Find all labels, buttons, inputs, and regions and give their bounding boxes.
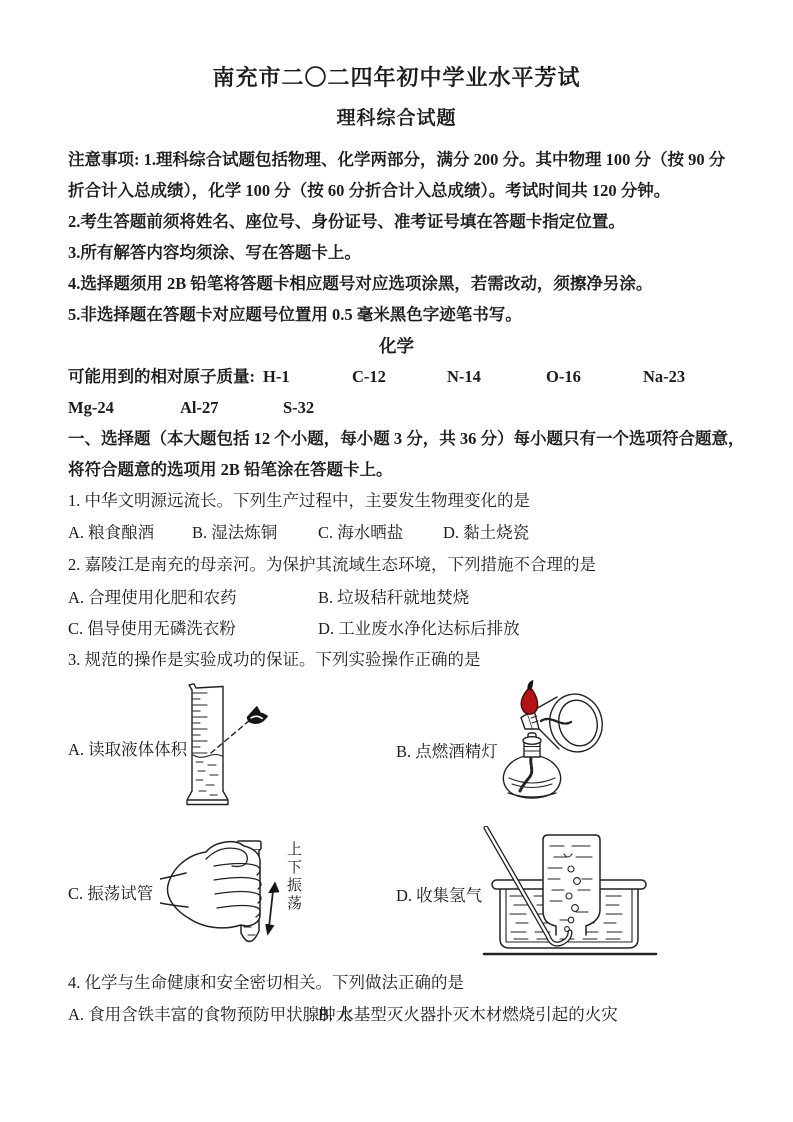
flame-icon xyxy=(521,681,537,715)
notice-item-2: 2.考生答题前须将姓名、座位号、身份证号、准考证号填在答题卡指定位置。 xyxy=(68,212,625,231)
notice-line-2: 折合计入总成绩），化学 100 分（按 60 分折合计入总成绩）。考试时间共 120 分钟。 xyxy=(68,181,671,200)
question-1-option-d: D. 黏土烧瓷 xyxy=(443,523,530,542)
question-1-option-c: C. 海水晒盐 xyxy=(318,523,404,542)
shake-arrow-icon xyxy=(266,882,280,935)
cylinder-spout xyxy=(189,684,223,690)
atomic-masses-label: 可能用到的相对原子质量: xyxy=(68,367,255,386)
question-3-option-b: B. 点燃酒精灯 xyxy=(396,742,498,761)
notice-item-5: 5.非选择题在答题卡对应题号位置用 0.5 毫米黑色字迹笔书写。 xyxy=(68,305,522,324)
question-3-option-a: A. 读取液体体积 xyxy=(68,740,188,759)
question-2-text: 2. 嘉陵江是南充的母亲河。为保护其流域生态环境，下列措施不合理的是 xyxy=(68,555,596,574)
exam-title: 南充市二〇二四年初中学业水平芳试 xyxy=(212,65,581,90)
atomic-mass: Mg-24 xyxy=(68,398,114,417)
atomic-mass: N-14 xyxy=(447,367,481,386)
exam-subtitle: 理科综合试题 xyxy=(336,108,457,129)
question-2-option-a: A. 合理使用化肥和农药 xyxy=(68,588,237,607)
cylinder-graduations xyxy=(193,693,207,753)
notice-item-3: 3.所有解答内容均须涂、写在答题卡上。 xyxy=(68,243,361,262)
question-2-option-b: B. 垃圾秸秆就地焚烧 xyxy=(318,588,470,607)
figure-gas-collection xyxy=(478,826,663,958)
question-4-option-a: A. 食用含铁丰富的食物预防甲状腺肿大 xyxy=(68,1005,353,1024)
notice-item-4: 4.选择题须用 2B 铅笔将答题卡相应题号对应选项涂黑，若需改动，须擦净另涂。 xyxy=(68,274,653,293)
atomic-mass: H-1 xyxy=(263,367,290,386)
figure-shake-test-tube xyxy=(160,835,288,957)
question-4-text: 4. 化学与生命健康和安全密切相关。下列做法正确的是 xyxy=(68,973,464,992)
question-4-option-b: B. 水基型灭火器扑灭木材燃烧引起的火灾 xyxy=(318,1005,618,1024)
question-2-option-d: D. 工业废水净化达标后排放 xyxy=(318,619,520,638)
liquid-surface xyxy=(193,755,222,758)
atomic-mass: Al-27 xyxy=(180,398,219,417)
question-1-option-a: A. 粮食酿酒 xyxy=(68,523,155,542)
liquid-texture xyxy=(196,762,218,795)
question-3-option-c: C. 振荡试管 xyxy=(68,884,154,903)
notice-line-1: 注意事项: 1.理科综合试题包括物理、化学两部分，满分 200 分。其中物理 100 分（按 90 分 xyxy=(68,150,726,169)
atomic-mass: C-12 xyxy=(352,367,386,386)
question-1-option-b: B. 湿法炼铜 xyxy=(192,523,278,542)
atomic-mass: Na-23 xyxy=(643,367,686,386)
cylinder-base xyxy=(187,791,228,805)
figure-alcohol-lamps xyxy=(495,680,610,805)
sight-line xyxy=(211,720,250,753)
question-1-text: 1. 中华文明源远流长。下列生产过程中，主要发生物理变化的是 xyxy=(68,491,530,510)
part-one-heading-line2: 将符合题意的选项用 2B 铅笔涂在答题卡上。 xyxy=(68,460,393,479)
chemistry-section-heading: 化学 xyxy=(379,336,414,356)
figure-graduated-cylinder xyxy=(186,683,290,807)
atomic-mass: O-16 xyxy=(546,367,581,386)
part-one-heading-line1: 一、选择题（本大题包括 12 个小题，每小题 3 分，共 36 分）每小题只有一个选项符合题意， xyxy=(68,429,745,448)
question-3-option-d: D. 收集氢气 xyxy=(396,886,483,905)
atomic-mass: S-32 xyxy=(283,398,315,417)
question-3-text: 3. 规范的操作是实验成功的保证。下列实验操作正确的是 xyxy=(68,650,481,669)
hand xyxy=(160,842,261,928)
eye-icon xyxy=(246,705,268,725)
shake-annotation: 上下振荡 xyxy=(285,841,301,913)
question-2-option-c: C. 倡导使用无磷洗衣粉 xyxy=(68,619,236,638)
gas-bottle xyxy=(543,835,600,935)
